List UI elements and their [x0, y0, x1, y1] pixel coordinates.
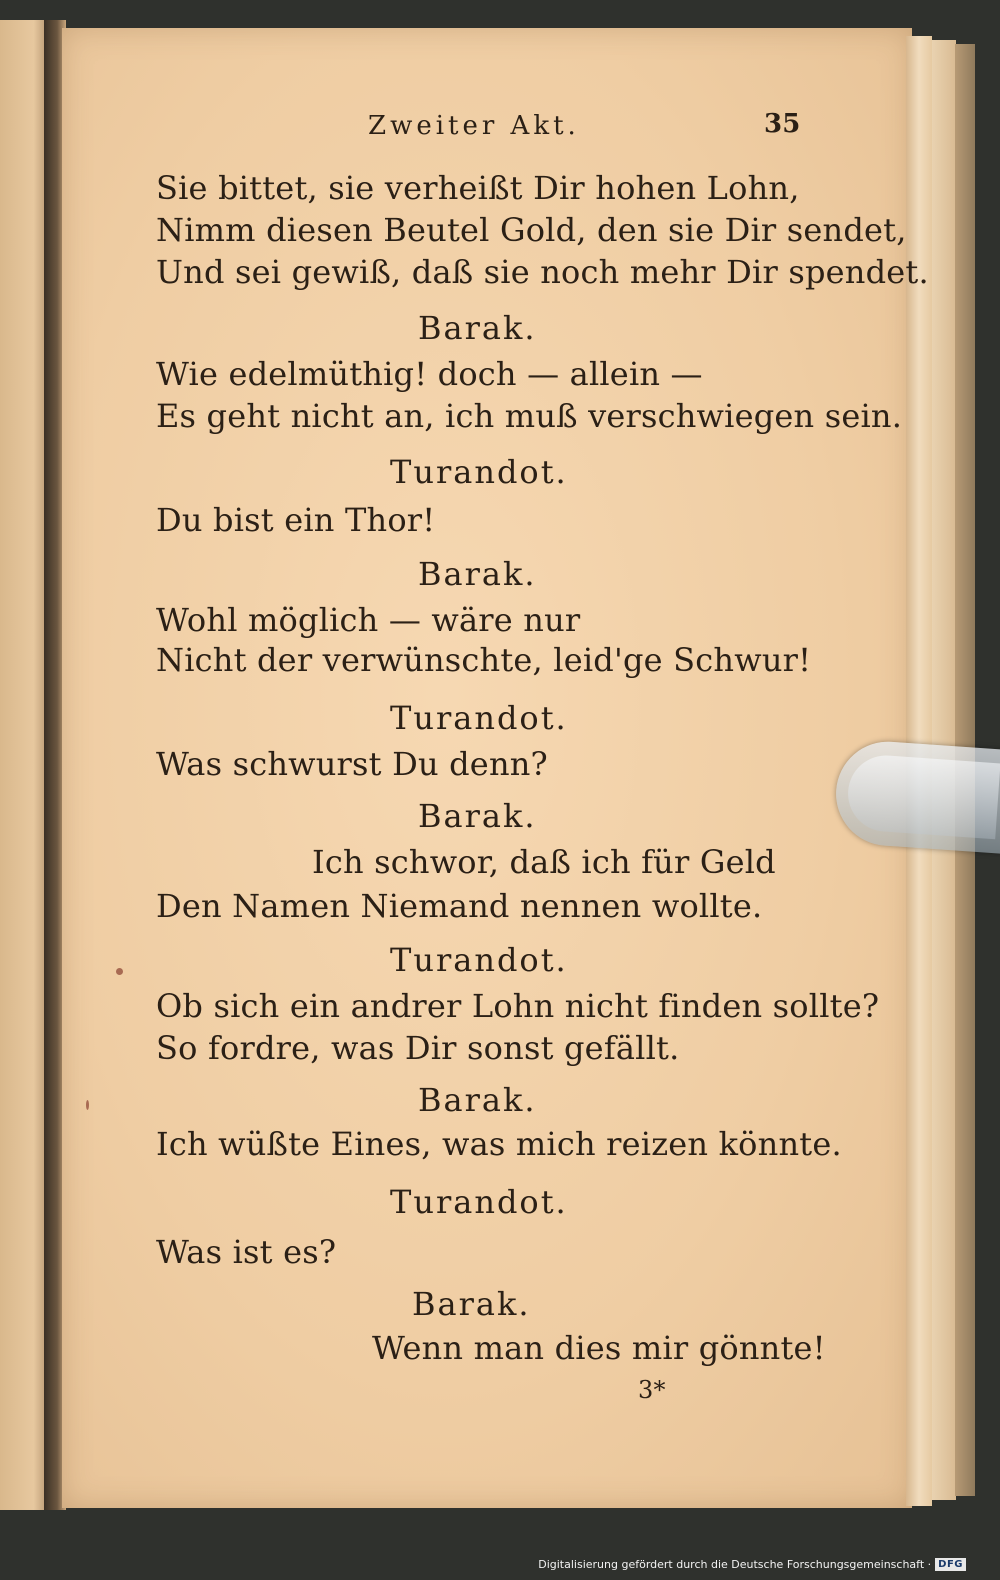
verse-line: Nicht der verwünschte, leid'ge Schwur!	[156, 641, 812, 679]
speaker-name: Turandot.	[390, 453, 568, 491]
speaker-name: Barak.	[412, 1285, 531, 1323]
speaker-name: Barak.	[418, 1081, 537, 1119]
paper-clip-highlight	[846, 753, 1000, 839]
verse-line: Ob sich ein andrer Lohn nicht finden sollte?	[156, 987, 880, 1025]
verse-line: Was ist es?	[156, 1233, 337, 1271]
signature-mark: 3*	[638, 1376, 666, 1404]
speaker-name: Turandot.	[390, 941, 568, 979]
verse-line: Ich schwor, daß ich für Geld	[312, 843, 776, 881]
page-number: 35	[764, 109, 801, 139]
digitization-credit	[538, 1554, 966, 1574]
running-title: Zweiter Akt.	[368, 111, 580, 141]
speaker-name: Barak.	[418, 309, 537, 347]
verse-line: Wenn man dies mir gönnte!	[372, 1329, 826, 1367]
verse-line: So fordre, was Dir sonst gefällt.	[156, 1029, 680, 1067]
speaker-name: Turandot.	[390, 699, 568, 737]
verse-line: Du bist ein Thor!	[156, 501, 436, 539]
verse-line: Und sei gewiß, daß sie noch mehr Dir spendet.	[156, 253, 929, 291]
verse-line: Den Namen Niemand nennen wollte.	[156, 887, 763, 925]
verse-line: Es geht nicht an, ich muß verschwiegen sein.	[156, 397, 903, 435]
credit-text: Digitalisierung gefördert durch die Deutsche Forschungsgemeinschaft ·	[538, 1557, 932, 1571]
verse-line: Ich wüßte Eines, was mich reizen könnte.	[156, 1125, 842, 1163]
verse-line: Was schwurst Du denn?	[156, 745, 548, 783]
dfg-logo: DFG	[935, 1558, 966, 1571]
speaker-name: Barak.	[418, 555, 537, 593]
verse-line: Nimm diesen Beutel Gold, den sie Dir sendet,	[156, 211, 907, 249]
paper-clip	[833, 738, 1000, 854]
verse-line: Wie edelmüthig! doch — allein —	[156, 355, 703, 393]
verse-line: Sie bittet, sie verheißt Dir hohen Lohn,	[156, 169, 800, 207]
verse-line: Wohl möglich — wäre nur	[156, 601, 581, 639]
speaker-name: Turandot.	[390, 1183, 568, 1221]
speaker-name: Barak.	[418, 797, 537, 835]
